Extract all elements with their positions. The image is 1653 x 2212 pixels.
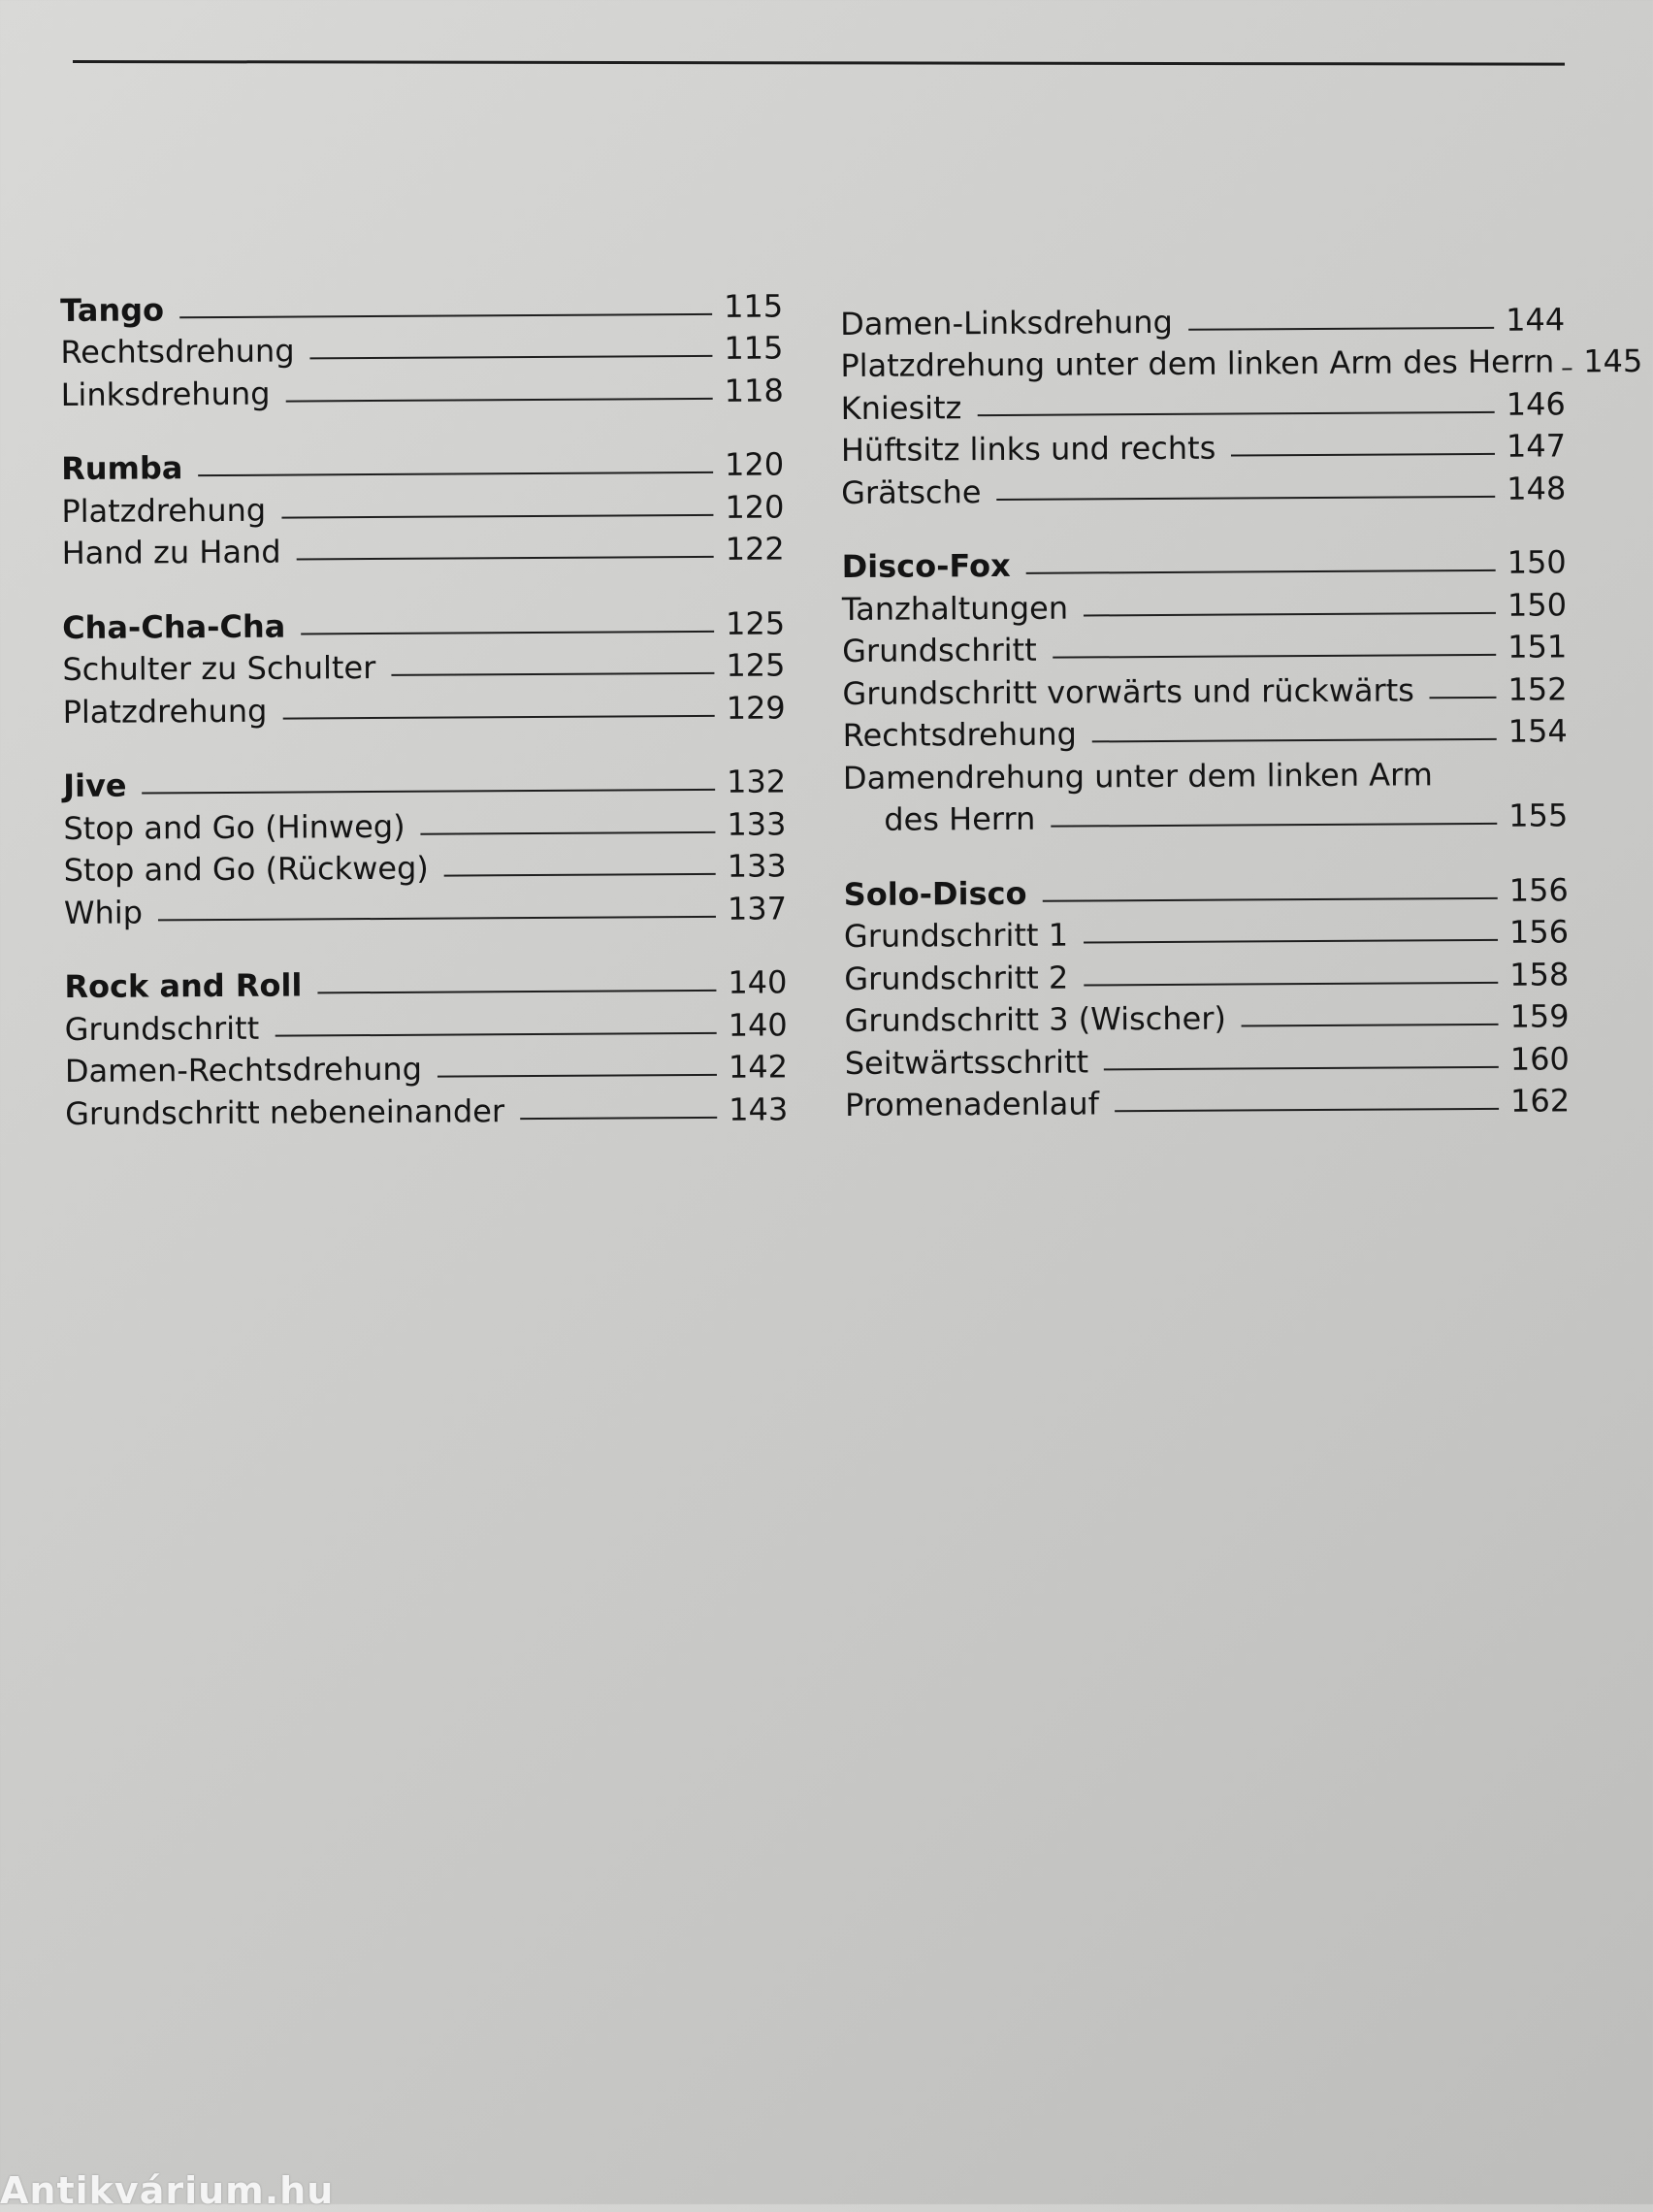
toc-entry — [64, 1046, 789, 1092]
dot-leader — [1104, 1065, 1499, 1069]
page-number: 115 — [724, 286, 784, 325]
dot-leader — [310, 355, 713, 360]
toc-entry — [842, 667, 1568, 714]
toc-section-jive — [63, 761, 788, 934]
dot-leader — [198, 472, 713, 476]
toc-entry-label: Promenadenlauf — [844, 1085, 1100, 1123]
toc-section-solo-disco — [843, 868, 1571, 1126]
toc-entry — [64, 1003, 788, 1050]
dot-leader — [391, 672, 714, 676]
toc-entry-label: Grundschritt 1 — [843, 916, 1069, 955]
toc-heading-label: Rock and Roll — [64, 966, 303, 1005]
page-number: 132 — [726, 763, 787, 800]
toc-heading — [62, 602, 786, 648]
dot-leader — [275, 1031, 716, 1036]
dot-leader — [158, 915, 716, 921]
dot-leader — [1026, 569, 1496, 574]
page-number: 155 — [1508, 797, 1569, 834]
page-number: 125 — [726, 646, 786, 684]
dot-leader — [301, 630, 714, 634]
toc-entry-label: Tanzhaltungen — [841, 589, 1069, 628]
dot-leader — [1084, 939, 1498, 944]
page-number: 118 — [724, 371, 784, 409]
page-number: 152 — [1507, 669, 1568, 708]
toc-left-column — [60, 284, 789, 1166]
toc-section-rumba — [61, 443, 785, 574]
toc-heading — [63, 761, 787, 807]
dot-leader — [281, 513, 713, 518]
toc-entry-label: Stop and Go (Rückweg) — [63, 849, 429, 889]
toc-entry-label: Platzdrehung — [62, 692, 268, 731]
dot-leader — [1188, 326, 1494, 330]
toc-entry-label: Hüftsitz links und rechts — [840, 429, 1216, 469]
toc-section-rock-and-roll — [64, 961, 789, 1135]
toc-entry — [841, 583, 1568, 630]
dot-leader — [997, 495, 1496, 500]
dot-leader — [1051, 823, 1497, 828]
page-number: 115 — [724, 329, 784, 367]
toc-heading-label: Cha-Cha-Cha — [62, 607, 286, 646]
toc-entry — [61, 485, 785, 532]
dot-leader — [1084, 611, 1496, 616]
toc-heading — [60, 284, 784, 331]
toc-entry-label: Linksdrehung — [60, 374, 271, 413]
toc-section-rock-and-roll-continued — [840, 298, 1643, 513]
page-number: 143 — [729, 1090, 789, 1128]
page-number: 162 — [1509, 1082, 1571, 1120]
dot-leader — [143, 789, 716, 795]
toc-entry-label: Grundschritt — [64, 1009, 260, 1048]
toc-section-disco-fox — [841, 541, 1569, 841]
toc-entry-label: Grundschritt nebeneinander — [65, 1091, 505, 1132]
page-number: 148 — [1507, 469, 1567, 507]
page-number: 160 — [1509, 1039, 1570, 1078]
toc-entry-label: des Herrn — [884, 799, 1036, 838]
dot-leader — [1562, 368, 1572, 370]
page-number: 140 — [728, 963, 788, 1001]
toc-heading-label: Jive — [63, 766, 127, 804]
page-number: 147 — [1506, 427, 1567, 465]
page-number: 144 — [1506, 300, 1566, 339]
toc-entry-label: Hand zu Hand — [61, 533, 281, 571]
toc-entry-label: Whip — [63, 893, 144, 931]
toc-entry-label: Rechtsdrehung — [842, 715, 1078, 754]
toc-heading-label: Tango — [60, 290, 165, 329]
dot-leader — [438, 1074, 717, 1078]
dot-leader — [977, 410, 1494, 415]
dot-leader — [179, 312, 712, 317]
watermark: Antikvárium.hu — [0, 2169, 335, 2212]
toc-heading — [841, 541, 1567, 588]
dot-leader — [286, 397, 713, 402]
toc-entry — [844, 1037, 1570, 1084]
page-number: 125 — [726, 603, 786, 642]
toc-entry-label: Platzdrehung — [61, 491, 267, 530]
toc-entry — [843, 752, 1563, 798]
dot-leader — [520, 1116, 717, 1119]
toc-entry — [63, 845, 787, 892]
toc-heading-label: Disco-Fox — [841, 546, 1011, 585]
toc-entry-label: Damendrehung unter dem linken Arm — [842, 755, 1433, 797]
toc-entry-label: Seitwärtsschritt — [844, 1042, 1089, 1082]
toc-entry-label: Rechtsdrehung — [60, 332, 295, 371]
page-number: 156 — [1508, 870, 1569, 909]
page-number: 129 — [726, 688, 786, 727]
toc-entry-label: Grundschritt 3 (Wischer) — [844, 999, 1227, 1039]
toc-heading — [64, 961, 788, 1008]
toc-entry-label: Damen-Linksdrehung — [840, 303, 1173, 342]
page-number: 133 — [727, 804, 787, 843]
toc-entry — [62, 644, 786, 691]
toc-entry — [841, 467, 1567, 513]
toc-entry-label: Schulter zu Schulter — [62, 649, 376, 688]
toc-right-column — [840, 298, 1643, 1158]
dot-leader — [282, 714, 714, 719]
toc-entry-label: Grundschritt vorwärts und rückwärts — [842, 670, 1415, 712]
dot-leader — [421, 830, 716, 834]
page-number: 140 — [728, 1005, 788, 1044]
page-number: 120 — [725, 445, 785, 483]
dot-leader — [1115, 1108, 1499, 1112]
toc-entry-label: Stop and Go (Hinweg) — [63, 807, 405, 847]
toc-entry — [62, 686, 786, 732]
dot-leader — [1242, 1024, 1499, 1027]
page-number: 133 — [727, 847, 787, 885]
toc-heading-label: Rumba — [61, 449, 183, 487]
page-number: 150 — [1507, 543, 1567, 581]
toc-entry — [844, 995, 1570, 1042]
toc-entry — [843, 911, 1570, 958]
toc-entry-label: Grundschritt — [842, 631, 1037, 669]
page-number: 120 — [725, 487, 785, 526]
page-number: 146 — [1506, 384, 1566, 423]
toc-section-cha-cha-cha — [62, 602, 786, 732]
page-number: 150 — [1507, 585, 1568, 624]
top-rule — [73, 60, 1565, 66]
toc-entry-label: Damen-Rechtsdrehung — [64, 1050, 423, 1090]
toc-entry-label: Platzdrehung unter dem linken Arm des Herrn — [840, 342, 1555, 384]
dot-leader — [297, 556, 714, 561]
page-number: 156 — [1508, 913, 1570, 951]
page-number: 151 — [1507, 628, 1568, 666]
toc-heading — [61, 443, 785, 490]
dot-leader — [1430, 696, 1497, 698]
page-number: 122 — [725, 530, 785, 568]
dot-leader — [1043, 896, 1498, 901]
page-number: 142 — [728, 1048, 789, 1086]
toc-entry — [61, 528, 785, 574]
toc-heading-label: Solo-Disco — [843, 874, 1027, 913]
toc-heading — [843, 868, 1569, 915]
toc-entry — [63, 802, 787, 849]
toc-entry — [844, 953, 1570, 999]
page-number: 158 — [1509, 955, 1570, 993]
toc-entry — [60, 327, 784, 374]
dot-leader — [1092, 738, 1497, 743]
page-number: 154 — [1507, 712, 1568, 750]
dot-leader — [317, 990, 716, 994]
toc-entry-label: Grundschritt 2 — [844, 959, 1069, 997]
toc-entry — [840, 425, 1567, 472]
toc-entry — [60, 369, 784, 415]
toc-entry — [844, 1080, 1571, 1126]
toc-entry — [840, 341, 1643, 387]
toc-entry — [65, 1088, 789, 1134]
toc-entry-label: Kniesitz — [840, 388, 962, 427]
toc-entry-label: Grätsche — [841, 472, 982, 511]
dot-leader — [444, 873, 716, 877]
toc-entry — [63, 887, 788, 933]
dot-leader — [1231, 453, 1495, 457]
page-number: 145 — [1583, 342, 1643, 380]
toc-entry — [842, 626, 1568, 672]
dot-leader — [1084, 981, 1498, 986]
toc-section-tango — [60, 284, 784, 415]
toc-entry — [843, 795, 1569, 841]
dot-leader — [1053, 654, 1496, 659]
page-number: 137 — [727, 889, 788, 927]
toc-entry — [840, 298, 1566, 344]
toc-entry — [840, 382, 1566, 429]
toc-entry — [842, 710, 1568, 757]
page-number: 159 — [1509, 997, 1570, 1035]
